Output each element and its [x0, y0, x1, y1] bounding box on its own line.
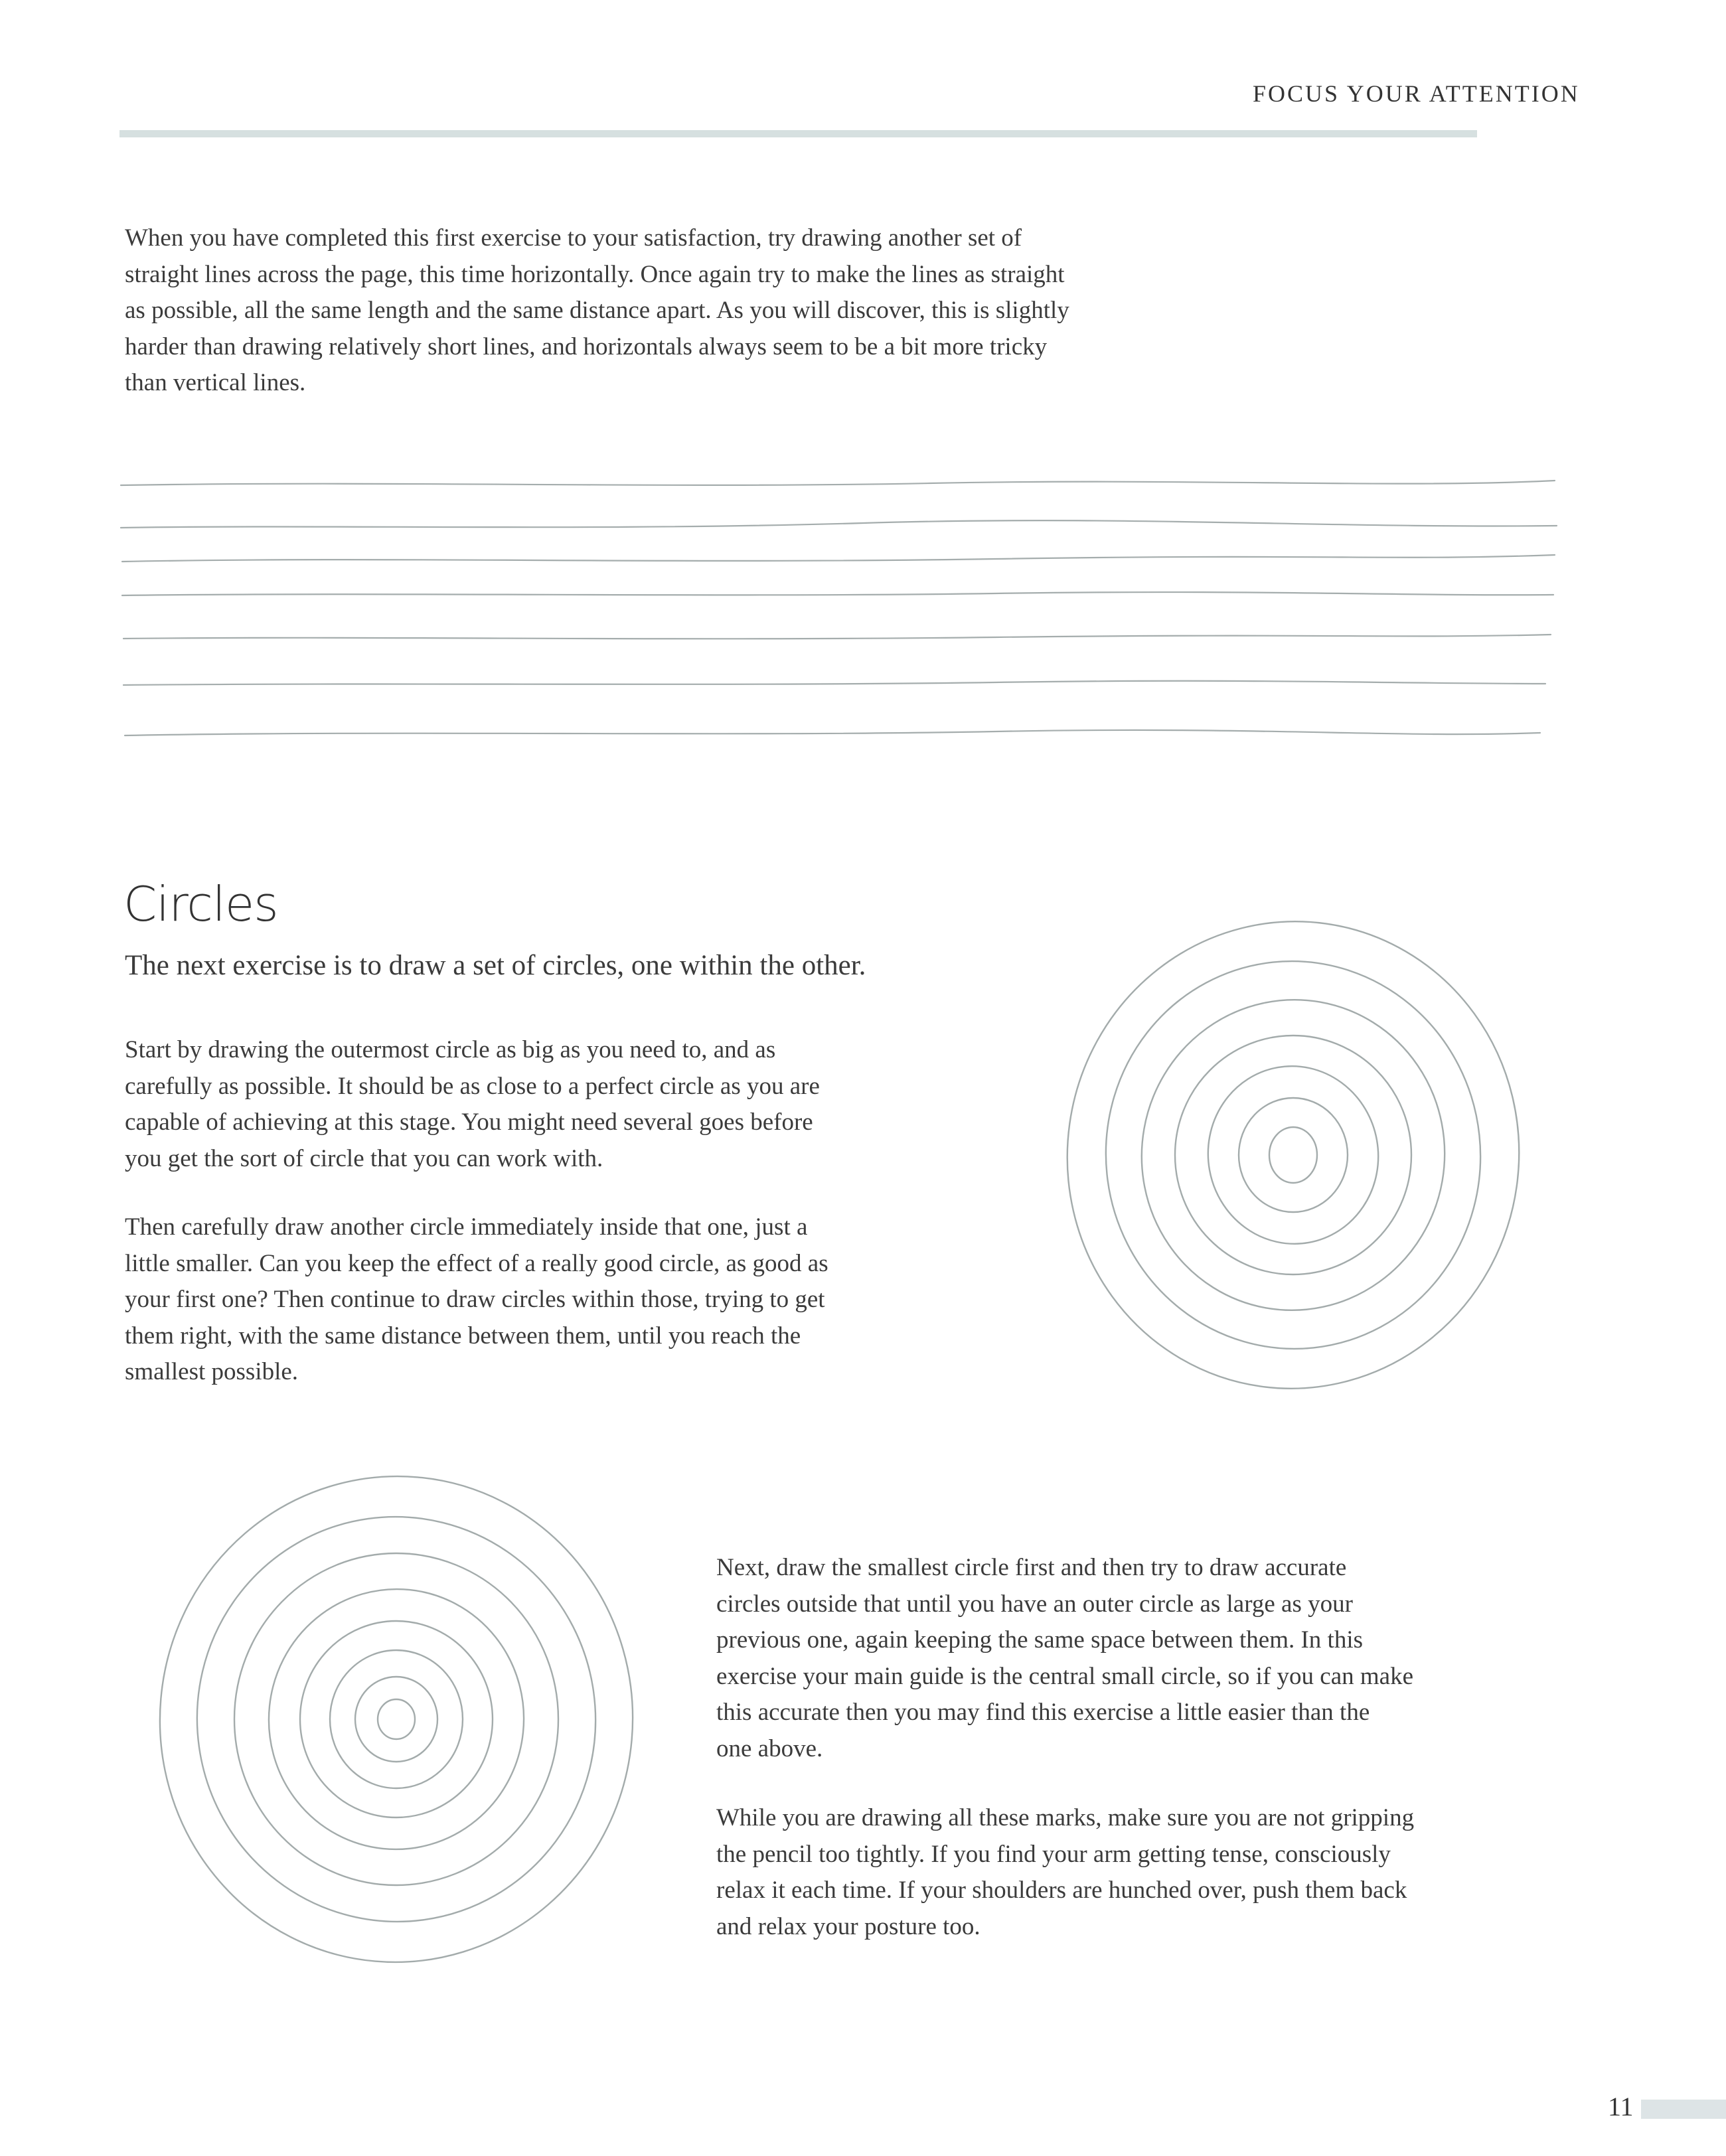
- text-line: previous one, again keeping the same space between them. In this: [716, 1626, 1364, 1654]
- pencil-circle: [234, 1553, 558, 1885]
- circles-paragraph-3: [716, 1550, 1413, 1767]
- text-line: your first one? Then continue to draw circles within those, trying to get: [125, 1286, 825, 1313]
- text-line: little smaller. Can you keep the effect of a really good circle, as good as: [125, 1249, 828, 1277]
- pencil-circle: [171, 1491, 621, 1948]
- pencil-circle: [1269, 1127, 1317, 1183]
- pencil-line: [123, 681, 1545, 685]
- text-line: this accurate then you may find this exercise a little easier than the: [716, 1699, 1370, 1726]
- circles-paragraph-4: [716, 1800, 1414, 1945]
- pencil-circle: [330, 1650, 463, 1788]
- pencil-circle: [1239, 1098, 1348, 1212]
- pencil-circle: [378, 1699, 415, 1739]
- footer-bar: [1641, 2100, 1726, 2119]
- text-line: circles outside that until you have an outer circle as large as your: [716, 1590, 1353, 1618]
- section-lead: The next exercise is to draw a set of circles, one within the other.: [125, 950, 866, 981]
- text-line: smallest possible.: [125, 1358, 299, 1385]
- text-line: you get the sort of circle that you can work with.: [125, 1144, 603, 1172]
- pencil-circle: [139, 1460, 653, 1978]
- pencil-line: [125, 730, 1540, 735]
- text-line: than vertical lines.: [125, 369, 306, 396]
- pencil-circle: [1087, 943, 1500, 1367]
- text-line: the pencil too tightly. If you find your arm getting tense, consciously: [716, 1840, 1391, 1868]
- text-line: them right, with the same distance between them, until you reach the: [125, 1322, 801, 1349]
- pencil-line: [122, 555, 1555, 562]
- running-head: FOCUS YOUR ATTENTION: [1253, 80, 1580, 107]
- text-line: exercise your main guide is the central small circle, so if you can make: [716, 1662, 1414, 1690]
- pencil-circle: [355, 1677, 437, 1762]
- pencil-line: [122, 592, 1553, 595]
- text-line: capable of achieving at this stage. You might need several goes before: [125, 1109, 813, 1136]
- pencil-circle: [1037, 896, 1549, 1414]
- text-line: and relax your posture too.: [716, 1912, 981, 1940]
- page-number: 11: [1608, 2092, 1634, 2121]
- text-line: as possible, all the same length and the same distance apart. As you will discover, this is slightly: [125, 297, 1069, 324]
- text-line: Next, draw the smallest circle first and then try to draw accurate: [716, 1554, 1347, 1581]
- text-line: Start by drawing the outermost circle as big as you need to, and as: [125, 1036, 776, 1063]
- text-line: one above.: [716, 1734, 823, 1762]
- section-heading: Circles: [123, 876, 278, 932]
- pencil-circle: [1194, 1053, 1393, 1257]
- text-line: While you are drawing all these marks, make sure you are not gripping: [716, 1804, 1415, 1831]
- text-line: carefully as possible. It should be as close to a perfect circle as you are: [125, 1072, 820, 1100]
- circles-paragraph-1: [125, 1032, 820, 1177]
- pencil-line: [121, 481, 1555, 485]
- text-line: relax it each time. If your shoulders are hunched over, push them back: [716, 1877, 1407, 1904]
- text-line: When you have completed this first exercise to your satisfaction, try drawing another set of: [125, 224, 1022, 252]
- concentric-circles-drawing-outside-in: [1036, 896, 1553, 1414]
- text-line: Then carefully draw another circle immediately inside that one, just a: [125, 1213, 808, 1241]
- text-line: straight lines across the page, this time horizontally. Once again try to make the lines as straight: [125, 260, 1065, 288]
- pencil-line: [121, 520, 1557, 528]
- circles-paragraph-2: [125, 1209, 828, 1391]
- pencil-circle: [256, 1577, 537, 1862]
- pencil-circle: [1175, 1036, 1411, 1274]
- pencil-line: [123, 635, 1551, 639]
- concentric-circles-drawing-inside-out: [139, 1460, 657, 1978]
- text-line: harder than drawing relatively short lines, and horizontals always seem to be a bit more tricky: [125, 333, 1048, 360]
- pencil-circle: [1117, 976, 1469, 1334]
